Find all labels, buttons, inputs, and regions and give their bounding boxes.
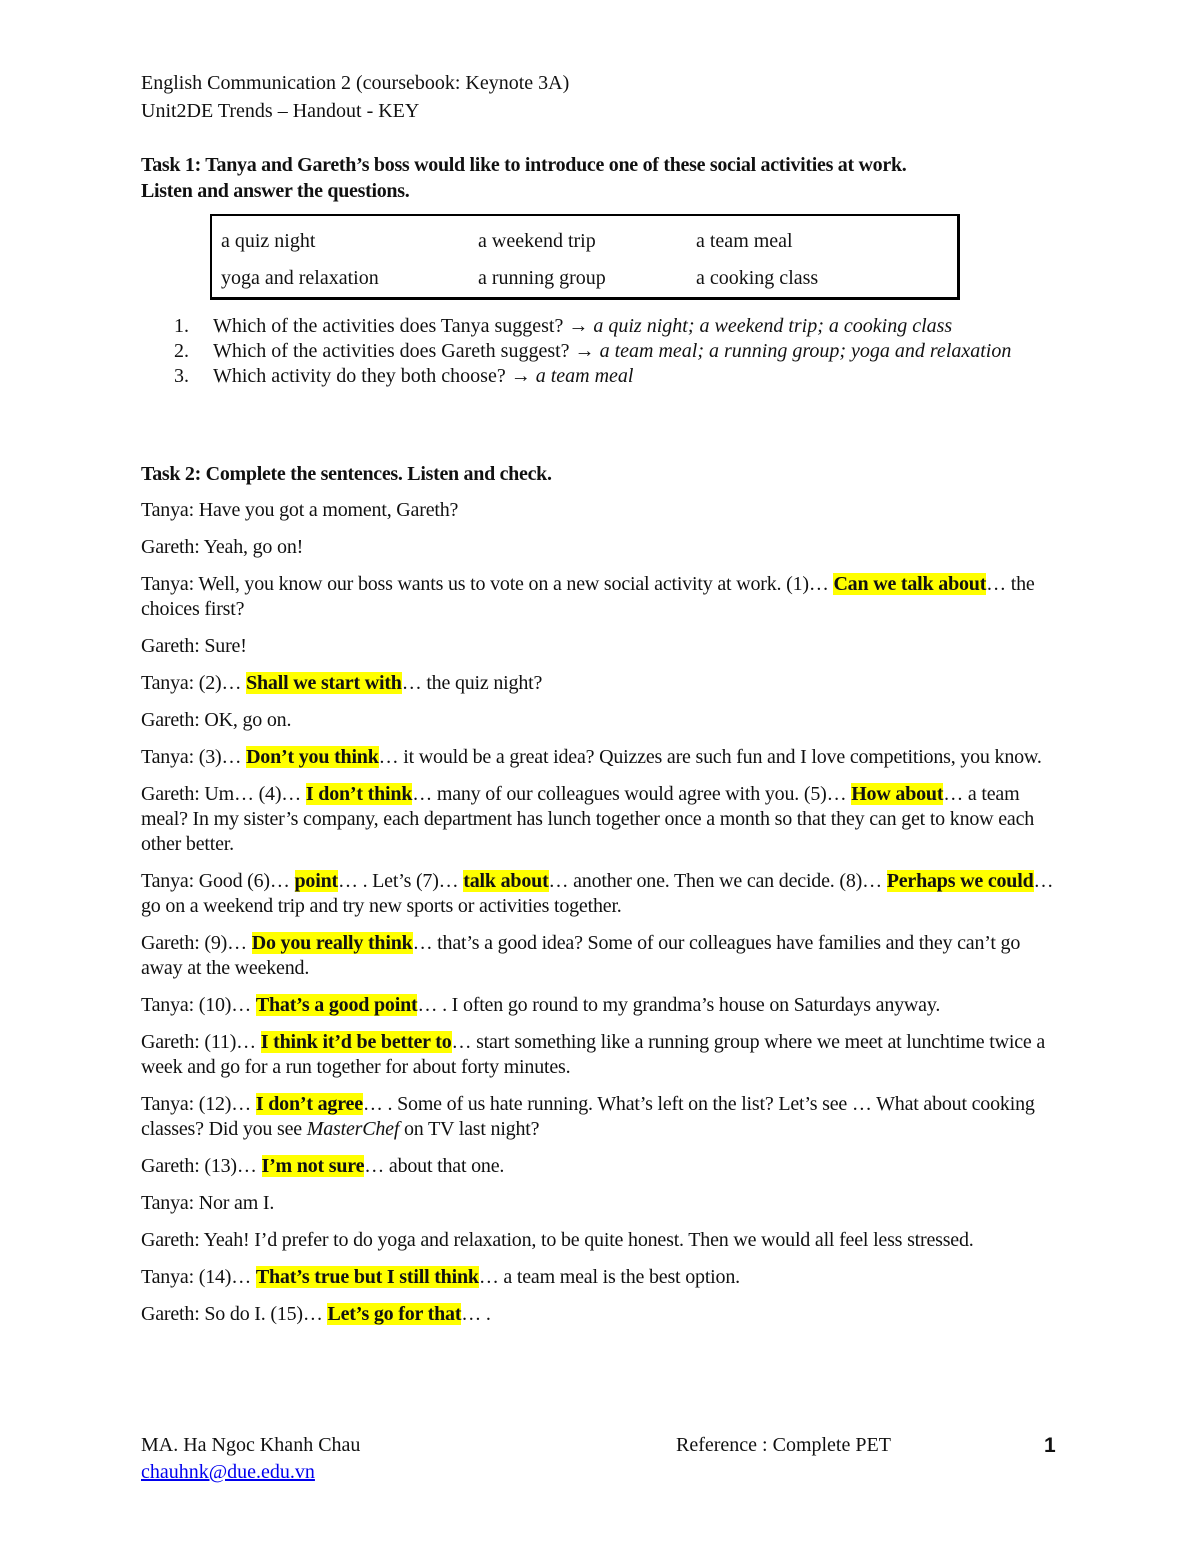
task2-title: Task 2: Complete the sentences. Listen and check. [141, 463, 552, 485]
answer-highlight: Let’s go for that [327, 1303, 462, 1325]
answer-highlight: Shall we start with [246, 672, 402, 694]
dialogue-text: Tanya: (3)… [141, 746, 247, 768]
dialogue-line [141, 1265, 1066, 1290]
answer-highlight: talk about [463, 870, 549, 892]
question-item [141, 339, 1021, 364]
dialogue-text: … the quiz night? [401, 672, 543, 694]
dialogue-line [141, 671, 1066, 696]
dialogue-text: Gareth: Yeah, go on! [141, 536, 304, 558]
dialogue-text: … many of our colleagues would agree with you. (5)… [412, 783, 852, 805]
footer-email-link[interactable]: chauhnk@due.edu.vn [141, 1461, 315, 1483]
handout-title: Unit2DE Trends – Handout - KEY [141, 100, 420, 122]
question-text: Which of the activities does Tanya suggest? → [213, 315, 594, 337]
question-text: Which activity do they both choose? → [213, 365, 536, 387]
question-number: 2. [174, 340, 189, 362]
answer-highlight: Don’t you think [246, 746, 379, 768]
answer-text: a quiz night; a weekend trip; a cooking class [593, 315, 953, 337]
task2-dialogue [141, 498, 1066, 1339]
answer-text: a team meal; a running group; yoga and relaxation [599, 340, 1012, 362]
activity-quiz-night: a quiz night [221, 230, 316, 252]
activity-weekend-trip: a weekend trip [478, 230, 596, 252]
question-item [141, 314, 1021, 339]
dialogue-text: … a team meal is the best option. [478, 1266, 740, 1288]
dialogue-text: Gareth: So do I. (15)… [141, 1303, 328, 1325]
dialogue-line [141, 931, 1066, 981]
dialogue-text: … another one. Then we can decide. (8)… [548, 870, 887, 892]
dialogue-line [141, 708, 1066, 733]
dialogue-text: Tanya: (14)… [141, 1266, 256, 1288]
answer-highlight: Can we talk about [833, 573, 987, 595]
answer-highlight: How about [851, 783, 944, 805]
dialogue-text: Gareth: Sure! [141, 635, 247, 657]
activity-yoga: yoga and relaxation [221, 267, 379, 289]
dialogue-text: … go on a weekend trip and try new sports or activities together. [141, 870, 1054, 917]
dialogue-text: Tanya: Nor am I. [141, 1192, 275, 1214]
dialogue-text: … about that one. [364, 1155, 505, 1177]
answer-highlight: I don’t agree [255, 1093, 363, 1115]
dialogue-line [141, 993, 1066, 1018]
dialogue-text: Tanya: (10)… [141, 994, 256, 1016]
activities-box [210, 214, 960, 300]
answer-highlight: I don’t think [305, 783, 413, 805]
dialogue-text: Gareth: (9)… [141, 932, 252, 954]
dialogue-line [141, 1030, 1066, 1080]
activity-cooking-class: a cooking class [696, 267, 819, 289]
dialogue-text: on TV last night? [399, 1118, 540, 1140]
dialogue-text: … the choices first? [141, 573, 1035, 620]
dialogue-line [141, 745, 1066, 770]
answer-highlight: point [294, 870, 338, 892]
dialogue-text: Tanya: (2)… [141, 672, 247, 694]
footer-author: MA. Ha Ngoc Khanh Chau [141, 1434, 361, 1456]
dialogue-line [141, 1154, 1066, 1179]
dialogue-text: Gareth: (13)… [141, 1155, 262, 1177]
task1-questions [141, 314, 1021, 389]
answer-highlight: I’m not sure [261, 1155, 365, 1177]
question-number: 1. [174, 315, 189, 337]
dialogue-text: Tanya: Have you got a moment, Gareth? [141, 499, 459, 521]
dialogue-line [141, 1092, 1066, 1142]
dialogue-text: Gareth: Um… (4)… [141, 783, 306, 805]
dialogue-text: … . Let’s (7)… [337, 870, 464, 892]
dialogue-text: Tanya: Well, you know our boss wants us to vote on a new social activity at work. (1)… [141, 573, 834, 595]
answer-text: a team meal [535, 365, 634, 387]
activity-team-meal: a team meal [696, 230, 793, 252]
dialogue-line [141, 869, 1066, 919]
footer-reference: Reference : Complete PET [676, 1434, 891, 1456]
dialogue-text: Gareth: OK, go on. [141, 709, 292, 731]
task1-title-line2: Listen and answer the questions. [141, 180, 410, 202]
dialogue-text: … a team meal? In my sister’s company, each department has lunch together once a month so that they can get to know each other better. [141, 783, 1035, 855]
activity-running-group: a running group [478, 267, 606, 289]
answer-highlight: That’s true but I still think [255, 1266, 479, 1288]
dialogue-line [141, 1228, 1066, 1253]
dialogue-text: … it would be a great idea? Quizzes are such fun and I love competitions, you know. [378, 746, 1042, 768]
dialogue-line [141, 498, 1066, 523]
dialogue-text: … that’s a good idea? Some of our colleagues have families and they can’t go away at the weekend. [141, 932, 1021, 979]
show-title: MasterChef [306, 1118, 400, 1140]
dialogue-text: Tanya: Good (6)… [141, 870, 295, 892]
dialogue-text: Gareth: (11)… [141, 1031, 261, 1053]
dialogue-line [141, 782, 1066, 857]
course-title: English Communication 2 (coursebook: Keynote 3A) [141, 72, 570, 94]
dialogue-text: Gareth: Yeah! I’d prefer to do yoga and relaxation, to be quite honest. Then we would all feel less stressed. [141, 1229, 974, 1251]
dialogue-line [141, 1302, 1066, 1327]
answer-highlight: Perhaps we could [886, 870, 1034, 892]
dialogue-line [141, 535, 1066, 560]
dialogue-line [141, 572, 1066, 622]
dialogue-text: … . I often go round to my grandma’s house on Saturdays anyway. [417, 994, 941, 1016]
question-item [141, 364, 1021, 389]
dialogue-text: … . [461, 1303, 491, 1325]
dialogue-line [141, 634, 1066, 659]
question-number: 3. [174, 365, 189, 387]
dialogue-line [141, 1191, 1066, 1216]
dialogue-text: Tanya: (12)… [141, 1093, 256, 1115]
answer-highlight: I think it’d be better to [260, 1031, 452, 1053]
question-text: Which of the activities does Gareth suggest? → [213, 340, 600, 362]
task1-title-line1: Task 1: Tanya and Gareth’s boss would like to introduce one of these social activities at work. [141, 154, 907, 176]
page-number: 1 [1044, 1434, 1056, 1457]
dialogue-text: … start something like a running group where we meet at lunchtime twice a week and go for a run together for about forty minutes. [141, 1031, 1046, 1078]
answer-highlight: Do you really think [251, 932, 413, 954]
answer-highlight: That’s a good point [255, 994, 418, 1016]
dialogue-text: … . Some of us hate running. What’s left on the list? Let’s see … What about cooking classes? Did you see [141, 1093, 1035, 1140]
